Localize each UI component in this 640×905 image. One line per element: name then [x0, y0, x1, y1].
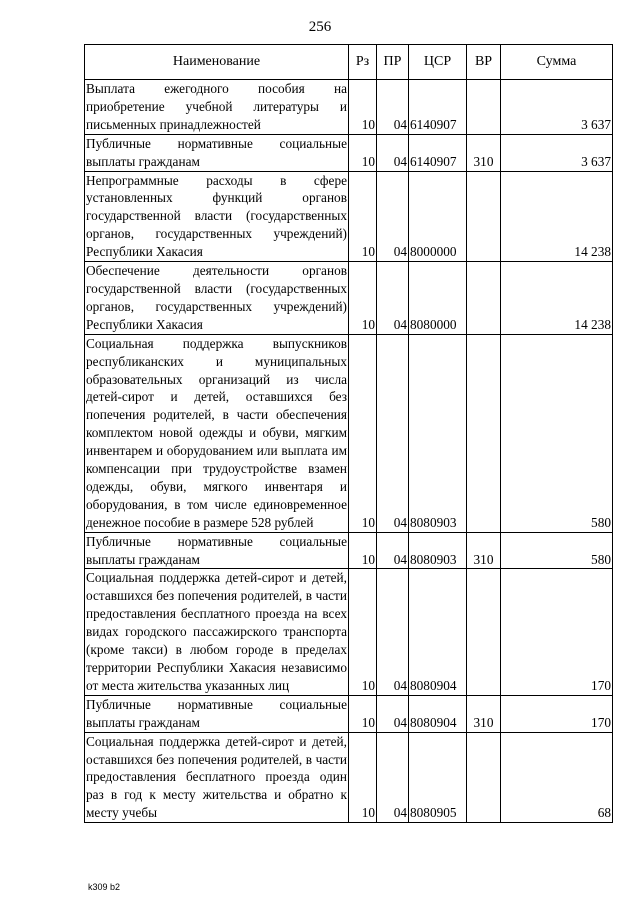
- row-name: Публичные нормативные социальные выплаты гражданам: [85, 134, 349, 171]
- table-row: [85, 732, 613, 823]
- row-pr: 04: [377, 171, 409, 262]
- row-sum: 14 238: [501, 171, 613, 262]
- row-sum: 170: [501, 569, 613, 695]
- table-row: [85, 134, 613, 171]
- row-pr: 04: [377, 262, 409, 335]
- row-rz: 10: [349, 262, 377, 335]
- row-csr: 6140907: [409, 80, 467, 135]
- row-vr: [467, 732, 501, 823]
- table-row: [85, 262, 613, 335]
- row-pr: 04: [377, 569, 409, 695]
- row-name: Непрограммные расходы в сфере установленных функций органов государственной власти (государственных органов, государственных учреждений) Республики Хакасия: [85, 171, 349, 262]
- row-name: Социальная поддержка детей-сирот и детей, оставшихся без попечения родителей, в части предоставления бесплатного проезда на всех видах городского пассажирского транспорта (кроме такси) в любом городе в пределах территории Республики Хакасия независимо от места жительства указанных лиц: [85, 569, 349, 695]
- table-row: [85, 80, 613, 135]
- row-csr: 8080904: [409, 569, 467, 695]
- row-sum: 580: [501, 532, 613, 569]
- row-rz: 10: [349, 334, 377, 532]
- row-pr: 04: [377, 334, 409, 532]
- table-row: [85, 171, 613, 262]
- table-row: [85, 532, 613, 569]
- row-vr: 310: [467, 695, 501, 732]
- footer-code: k309 b2: [88, 882, 121, 892]
- row-pr: 04: [377, 532, 409, 569]
- budget-table: [84, 44, 613, 823]
- row-csr: 8080905: [409, 732, 467, 823]
- row-sum: 3 637: [501, 80, 613, 135]
- row-csr: 8080903: [409, 334, 467, 532]
- row-pr: 04: [377, 134, 409, 171]
- table-header-row: [85, 45, 613, 80]
- header-rz: Рз: [349, 45, 377, 80]
- row-vr: [467, 80, 501, 135]
- row-csr: 8080903: [409, 532, 467, 569]
- row-sum: 14 238: [501, 262, 613, 335]
- row-sum: 170: [501, 695, 613, 732]
- header-vr: ВР: [467, 45, 501, 80]
- row-name: Обеспечение деятельности органов государственной власти (государственных органов, государственных учреждений) Республики Хакасия: [85, 262, 349, 335]
- row-name: Социальная поддержка детей-сирот и детей, оставшихся без попечения родителей, в части предоставления бесплатного проезда один раз в год к месту жительства и обратно к месту учебы: [85, 732, 349, 823]
- row-csr: 8000000: [409, 171, 467, 262]
- row-csr: 8080000: [409, 262, 467, 335]
- header-name: Наименование: [85, 45, 349, 80]
- row-sum: 580: [501, 334, 613, 532]
- row-csr: 8080904: [409, 695, 467, 732]
- table-row: [85, 569, 613, 695]
- row-vr: 310: [467, 532, 501, 569]
- row-csr: 6140907: [409, 134, 467, 171]
- row-sum: 3 637: [501, 134, 613, 171]
- row-pr: 04: [377, 695, 409, 732]
- header-sum: Сумма: [501, 45, 613, 80]
- row-rz: 10: [349, 732, 377, 823]
- row-name: Социальная поддержка выпускников республиканских и муниципальных образовательных организаций из числа детей-сирот и детей, оставшихся без попечения родителей, в части обеспечения комплектом новой одежды и обуви, мягким инвентарем и оборудованием или выплата им компенсации при трудоустройстве взамен одежды, обуви, мягкого инвентаря и оборудования, в том числе единовременное денежное пособие в размере 528 рублей: [85, 334, 349, 532]
- table-row: [85, 695, 613, 732]
- header-csr: ЦСР: [409, 45, 467, 80]
- row-vr: 310: [467, 134, 501, 171]
- row-vr: [467, 171, 501, 262]
- row-pr: 04: [377, 80, 409, 135]
- row-sum: 68: [501, 732, 613, 823]
- row-vr: [467, 569, 501, 695]
- row-rz: 10: [349, 569, 377, 695]
- row-rz: 10: [349, 134, 377, 171]
- row-vr: [467, 334, 501, 532]
- table-row: [85, 334, 613, 532]
- row-rz: 10: [349, 171, 377, 262]
- page-number: 256: [308, 19, 332, 35]
- row-name: Выплата ежегодного пособия на приобретение учебной литературы и письменных принадлежностей: [85, 80, 349, 135]
- row-vr: [467, 262, 501, 335]
- header-pr: ПР: [377, 45, 409, 80]
- row-name: Публичные нормативные социальные выплаты гражданам: [85, 695, 349, 732]
- row-rz: 10: [349, 695, 377, 732]
- row-rz: 10: [349, 532, 377, 569]
- row-name: Публичные нормативные социальные выплаты гражданам: [85, 532, 349, 569]
- row-pr: 04: [377, 732, 409, 823]
- row-rz: 10: [349, 80, 377, 135]
